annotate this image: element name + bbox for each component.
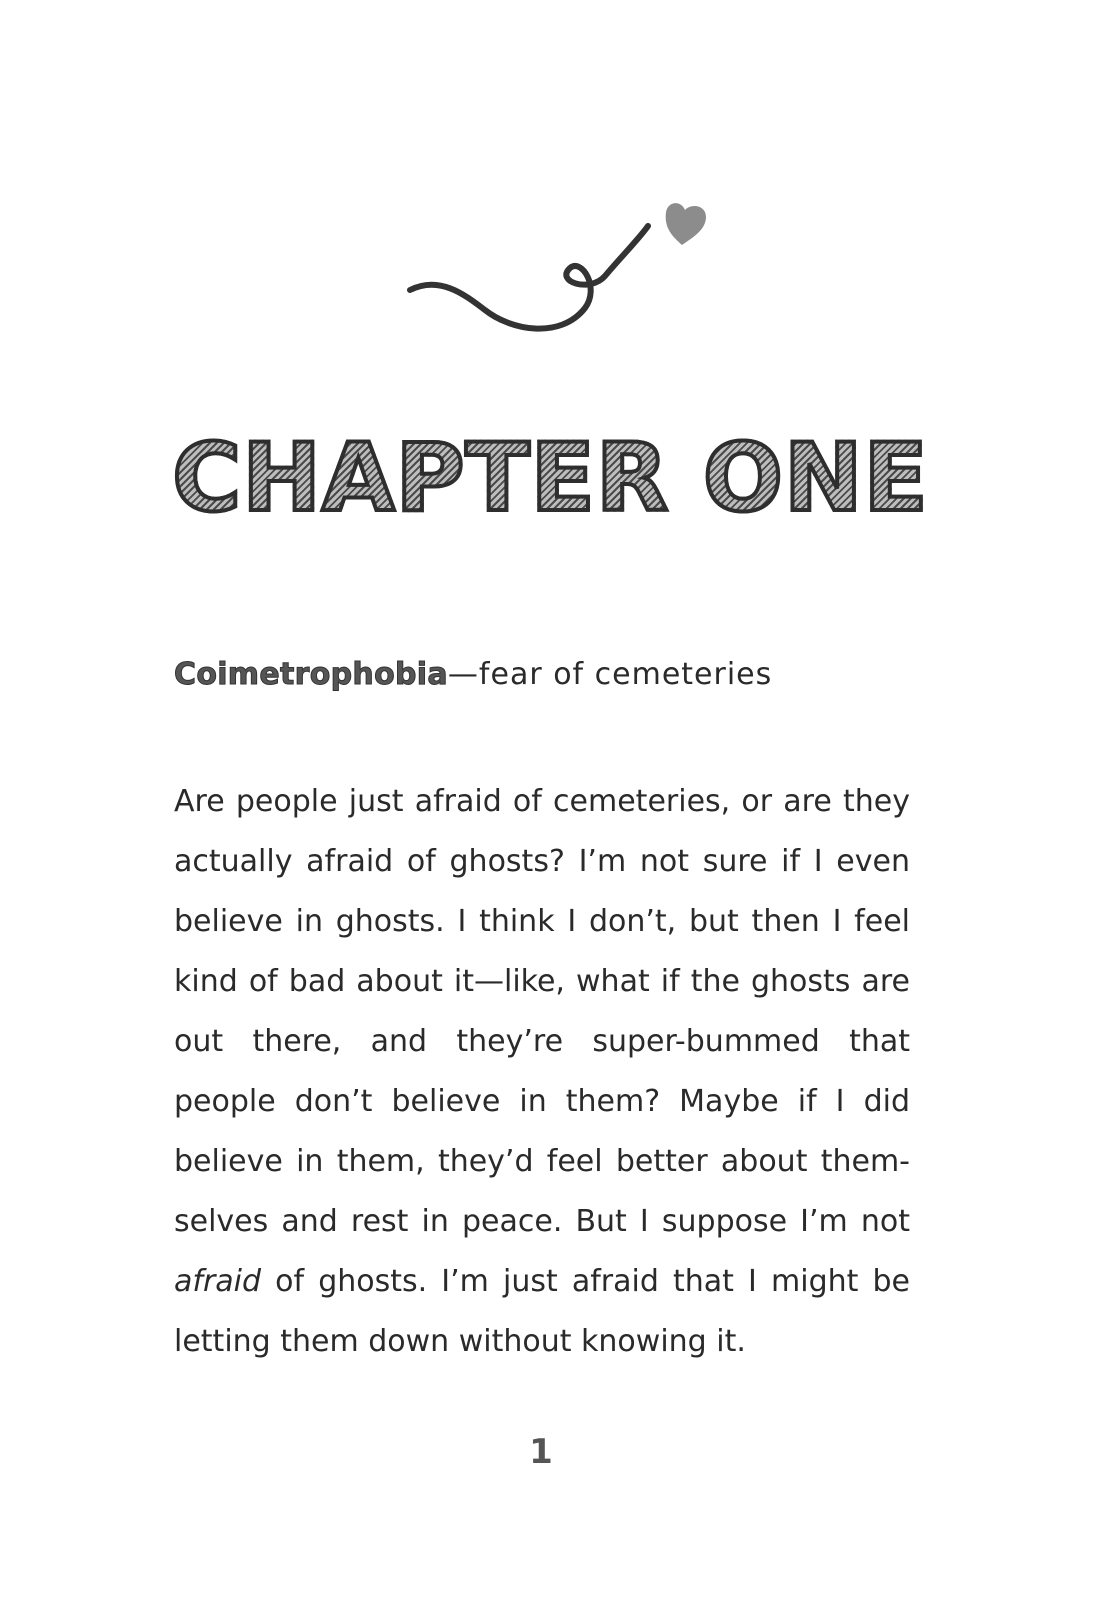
body-text-part-1: Are people just afraid of cemeteries, or are they actually afraid of ghosts? I’m not sure if I even believe in ghosts. I think I don’t, but then I feel kind of bad about it—like, what if the ghosts are out there, and they’re super-bummed that people don’t believe in them? Maybe if I did believe in them, they’d feel better about themselves and rest in peace. But I suppose I’m not <box>174 784 910 1239</box>
definition-line <box>174 655 772 695</box>
swirl-line <box>410 226 648 329</box>
definition-separator: — <box>447 657 479 692</box>
page-number: 1 <box>529 1432 553 1472</box>
phobia-term: Coimetrophobia <box>174 657 448 692</box>
phobia-definition: fear of cemeteries <box>478 657 773 692</box>
heart-icon <box>666 203 706 245</box>
chapter-title: CHAPTER ONE <box>0 432 1101 526</box>
emphasized-word: afraid <box>174 1264 262 1299</box>
heart-swirl-icon <box>400 190 730 350</box>
body-text-part-2: of ghosts. I’m just afraid that I might be letting them down without knowing it. <box>174 1264 910 1359</box>
body-paragraph <box>174 772 910 1372</box>
